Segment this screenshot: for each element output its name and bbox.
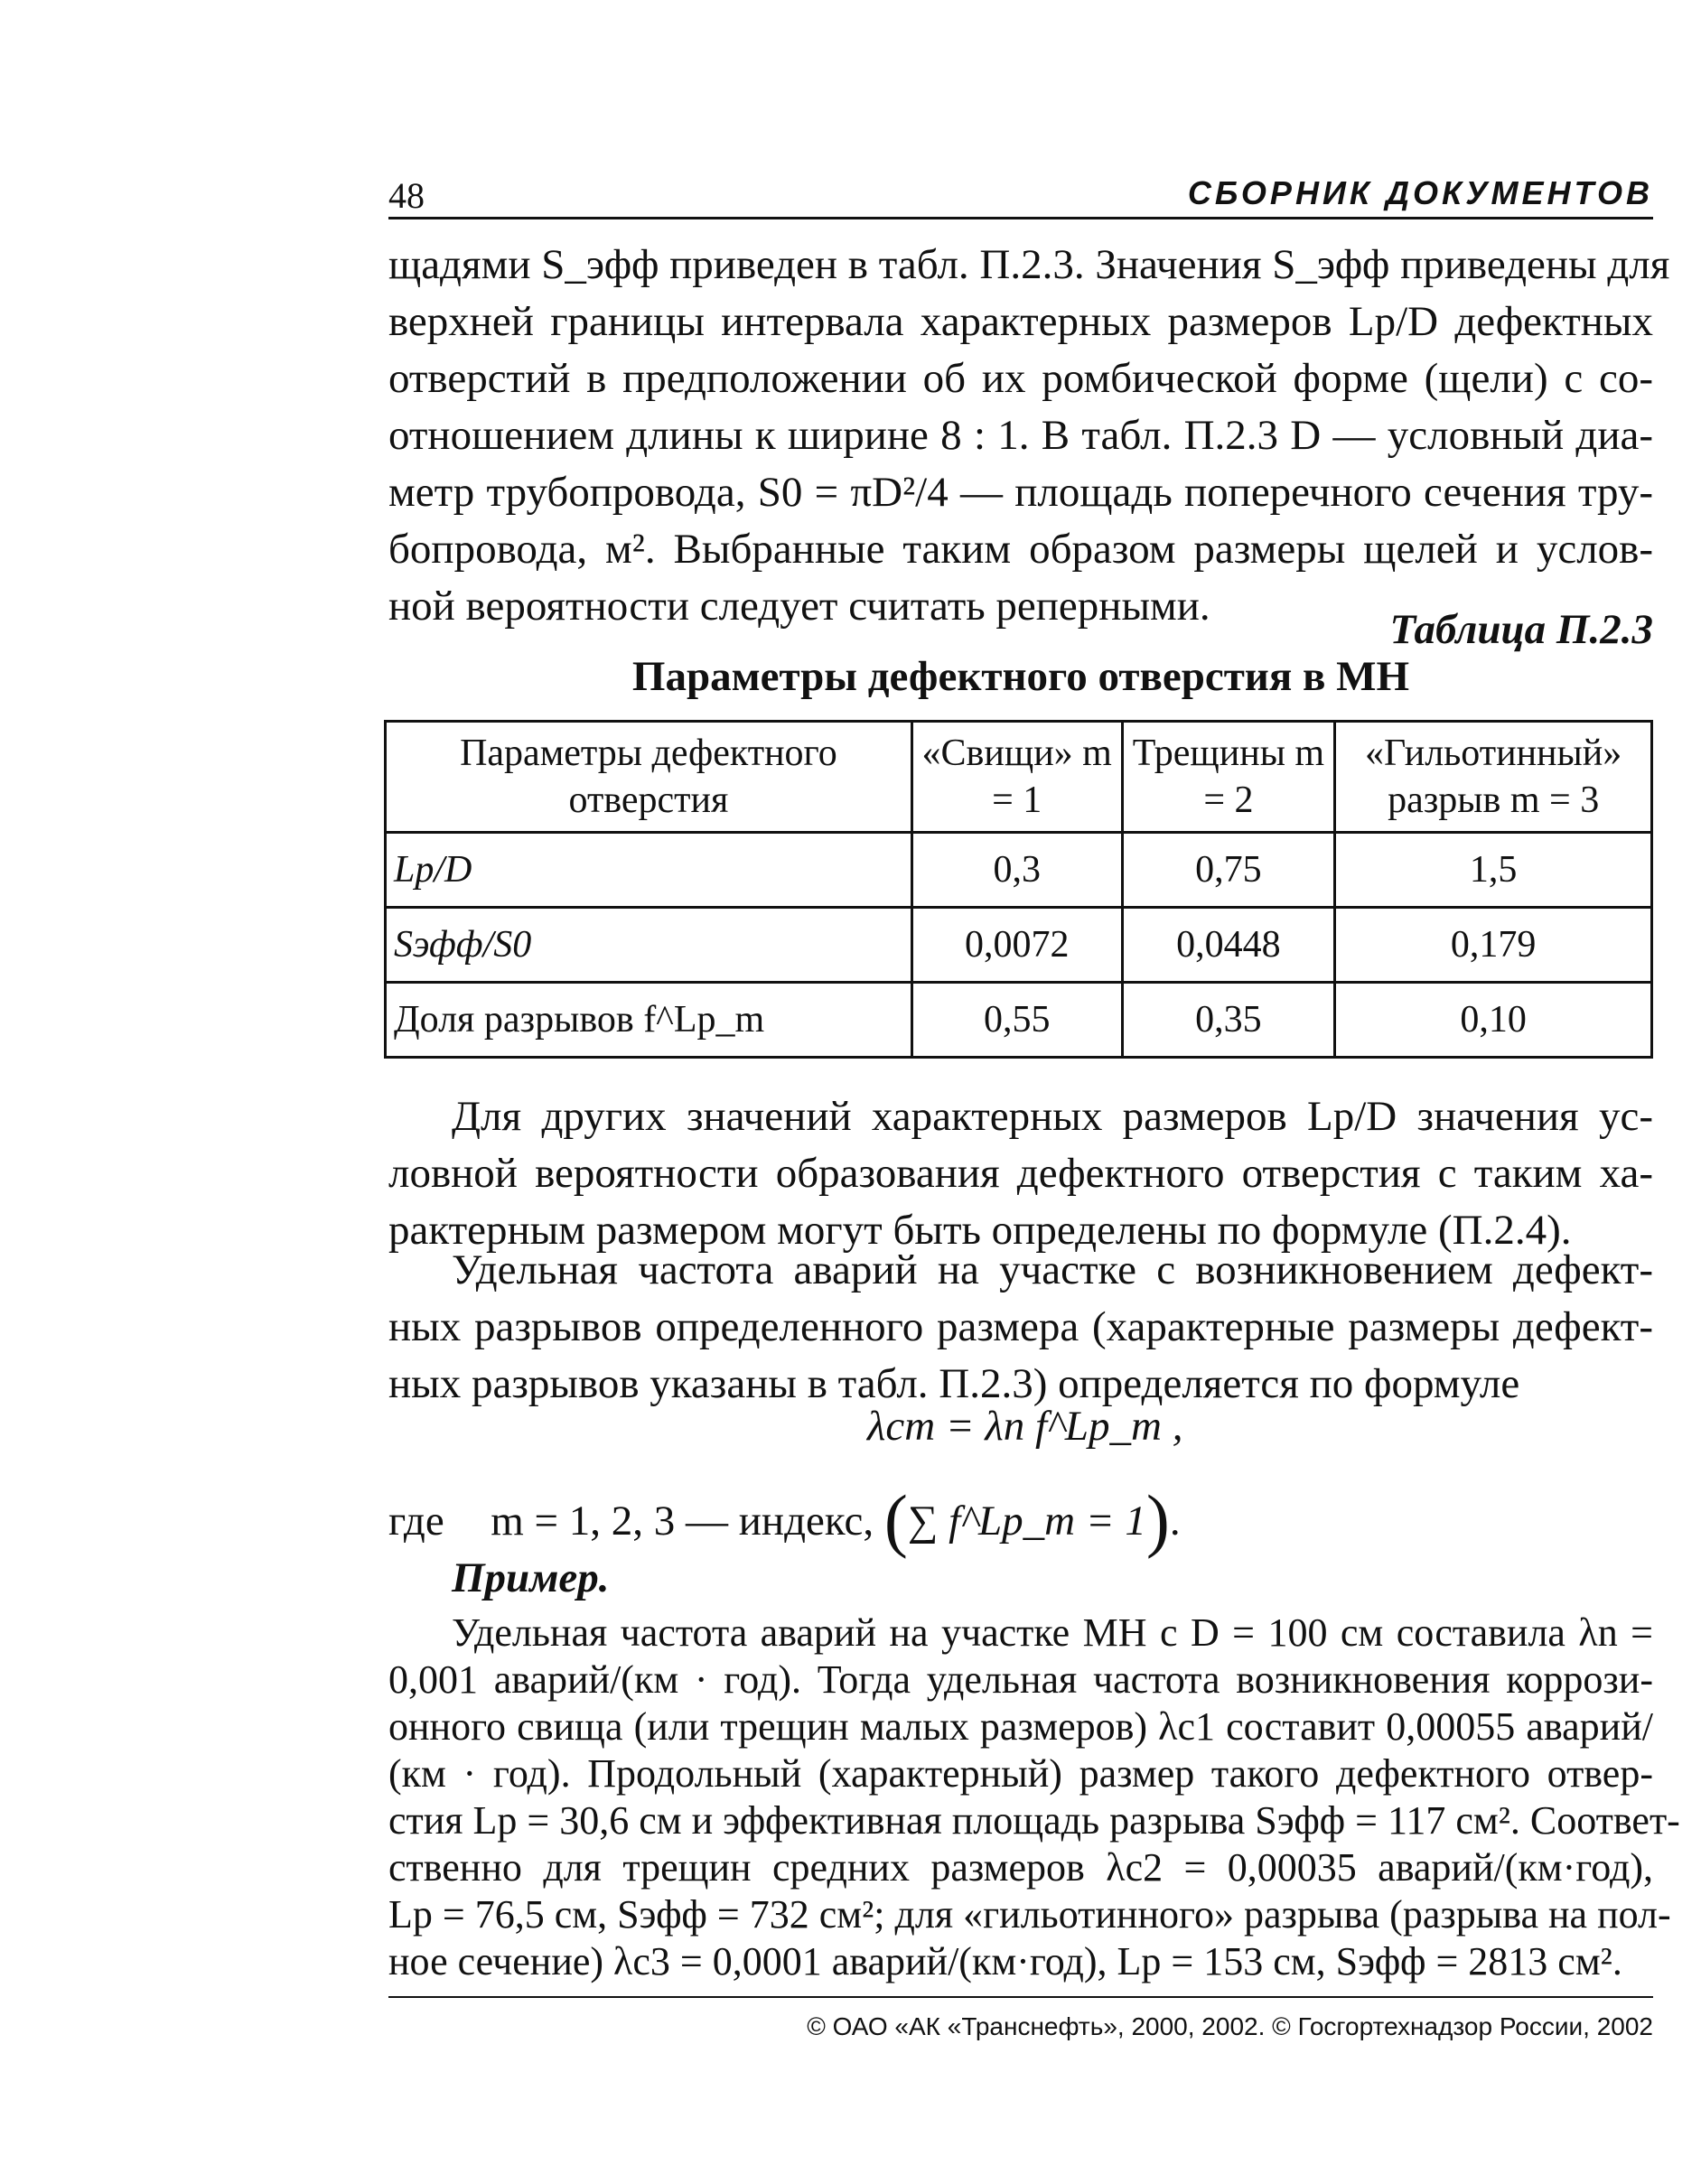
- paragraph-example: [388, 1610, 1680, 1985]
- page-number: 48: [388, 175, 425, 216]
- table-cell: 0,0072: [911, 908, 1122, 983]
- paragraph-accident-rate: [388, 1242, 1653, 1413]
- formula-main: λcm = λn f^Lp_m ,: [867, 1403, 1183, 1450]
- paragraph-intro: [388, 237, 1670, 635]
- column-header: Параметры дефектного отверстия: [386, 722, 912, 833]
- table-cell: 0,3: [911, 833, 1122, 908]
- text-line: метр трубопровода, S0 = πD²/4 — площадь поперечного сечения тру-: [388, 469, 1653, 516]
- where-prefix: где: [388, 1498, 444, 1545]
- text-line: ных разрывов определенного размера (характерные размеры дефект-: [388, 1303, 1653, 1350]
- table-cell: 0,55: [911, 983, 1122, 1058]
- table-cell: 0,75: [1122, 833, 1335, 908]
- table-cell: 0,10: [1335, 983, 1652, 1058]
- table-row: [386, 833, 1652, 908]
- text-line: отверстий в предположении об их ромбической форме (щели) с со-: [388, 355, 1653, 402]
- text-line: ных разрывов указаны в табл. П.2.3) определяется по формуле: [388, 1360, 1520, 1407]
- text-line: ной вероятности следует считать реперными.: [388, 583, 1210, 630]
- column-header: «Гильотинный» разрыв m = 3: [1335, 722, 1652, 833]
- text-line: отношением длины к ширине 8 : 1. В табл. П.2.3 D — условный диа-: [388, 412, 1653, 459]
- text-line: онного свища (или трещин малых размеров) λc1 составит 0,00055 аварий/: [388, 1704, 1653, 1749]
- formula-where: [388, 1479, 1181, 1561]
- example-heading: Пример.: [452, 1554, 610, 1601]
- text-line: Удельная частота аварий на участке МН с D = 100 см составила λn =: [452, 1610, 1653, 1655]
- row-header: Sэфф/S0: [386, 908, 912, 983]
- text-line: (км · год). Продольный (характерный) размер такого дефектного отвер-: [388, 1751, 1653, 1796]
- period-glyph: .: [1169, 1498, 1181, 1545]
- text-line: Lp = 76,5 см, Sэфф = 732 см²; для «гильотинного» разрыва (разрыва на пол-: [388, 1892, 1671, 1937]
- table-row: [386, 908, 1652, 983]
- table-header-row: [386, 722, 1652, 833]
- close-paren-glyph: ): [1145, 1480, 1170, 1559]
- table-label: Таблица П.2.3: [1389, 606, 1653, 653]
- text-line: Удельная частота аварий на участке с возникновением дефект-: [452, 1246, 1653, 1293]
- table-row: [386, 983, 1652, 1058]
- paragraph-other-sizes: [388, 1088, 1653, 1259]
- table-cell: 1,5: [1335, 833, 1652, 908]
- table-cell: 0,35: [1122, 983, 1335, 1058]
- table-cell: 0,179: [1335, 908, 1652, 983]
- page-header: [388, 167, 1653, 221]
- text-line: Для других значений характерных размеров Lp/D значения ус-: [452, 1093, 1653, 1140]
- sum-expression: ∑ f^Lp_m = 1: [907, 1498, 1146, 1545]
- open-paren-glyph: (: [883, 1480, 908, 1559]
- footer-divider: [388, 1996, 1653, 1998]
- text-line: бопровода, м². Выбранные таким образом размеры щелей и услов-: [388, 526, 1653, 573]
- table-cell: 0,0448: [1122, 908, 1335, 983]
- row-header: Доля разрывов f^Lp_m: [386, 983, 912, 1058]
- where-text: m = 1, 2, 3 — индекс,: [491, 1498, 874, 1545]
- text-line: стия Lp = 30,6 см и эффективная площадь разрыва Sэфф = 117 см². Соответ-: [388, 1798, 1680, 1843]
- text-line: ловной вероятности образования дефектного отверстия с таким ха-: [388, 1150, 1653, 1197]
- parameters-table: [384, 720, 1653, 1059]
- text-line: верхней границы интервала характерных размеров Lp/D дефектных: [388, 298, 1653, 345]
- row-header: Lp/D: [386, 833, 912, 908]
- copyright-footer: © ОАО «АК «Транснефть», 2000, 2002. © Госгортехнадзор России, 2002: [807, 2012, 1653, 2040]
- header-divider: [388, 217, 1653, 219]
- column-header: «Свищи» m = 1: [911, 722, 1122, 833]
- table-title: Параметры дефектного отверстия в МН: [631, 653, 1410, 700]
- text-line: щадями S_эфф приведен в табл. П.2.3. Значения S_эфф приведены для: [388, 241, 1670, 288]
- text-line: ное сечение) λc3 = 0,0001 аварий/(км·год), Lp = 153 см, Sэфф = 2813 см².: [388, 1939, 1622, 1983]
- column-header: Трещины m = 2: [1122, 722, 1335, 833]
- running-title: СБОРНИК ДОКУМЕНТОВ: [1187, 174, 1653, 211]
- text-line: 0,001 аварий/(км · год). Тогда удельная частота возникновения коррози-: [388, 1657, 1653, 1702]
- text-line: рактерным размером могут быть определены по формуле (П.2.4).: [388, 1207, 1572, 1254]
- text-line: ственно для трещин средних размеров λc2 = 0,00035 аварий/(км·год),: [388, 1845, 1653, 1890]
